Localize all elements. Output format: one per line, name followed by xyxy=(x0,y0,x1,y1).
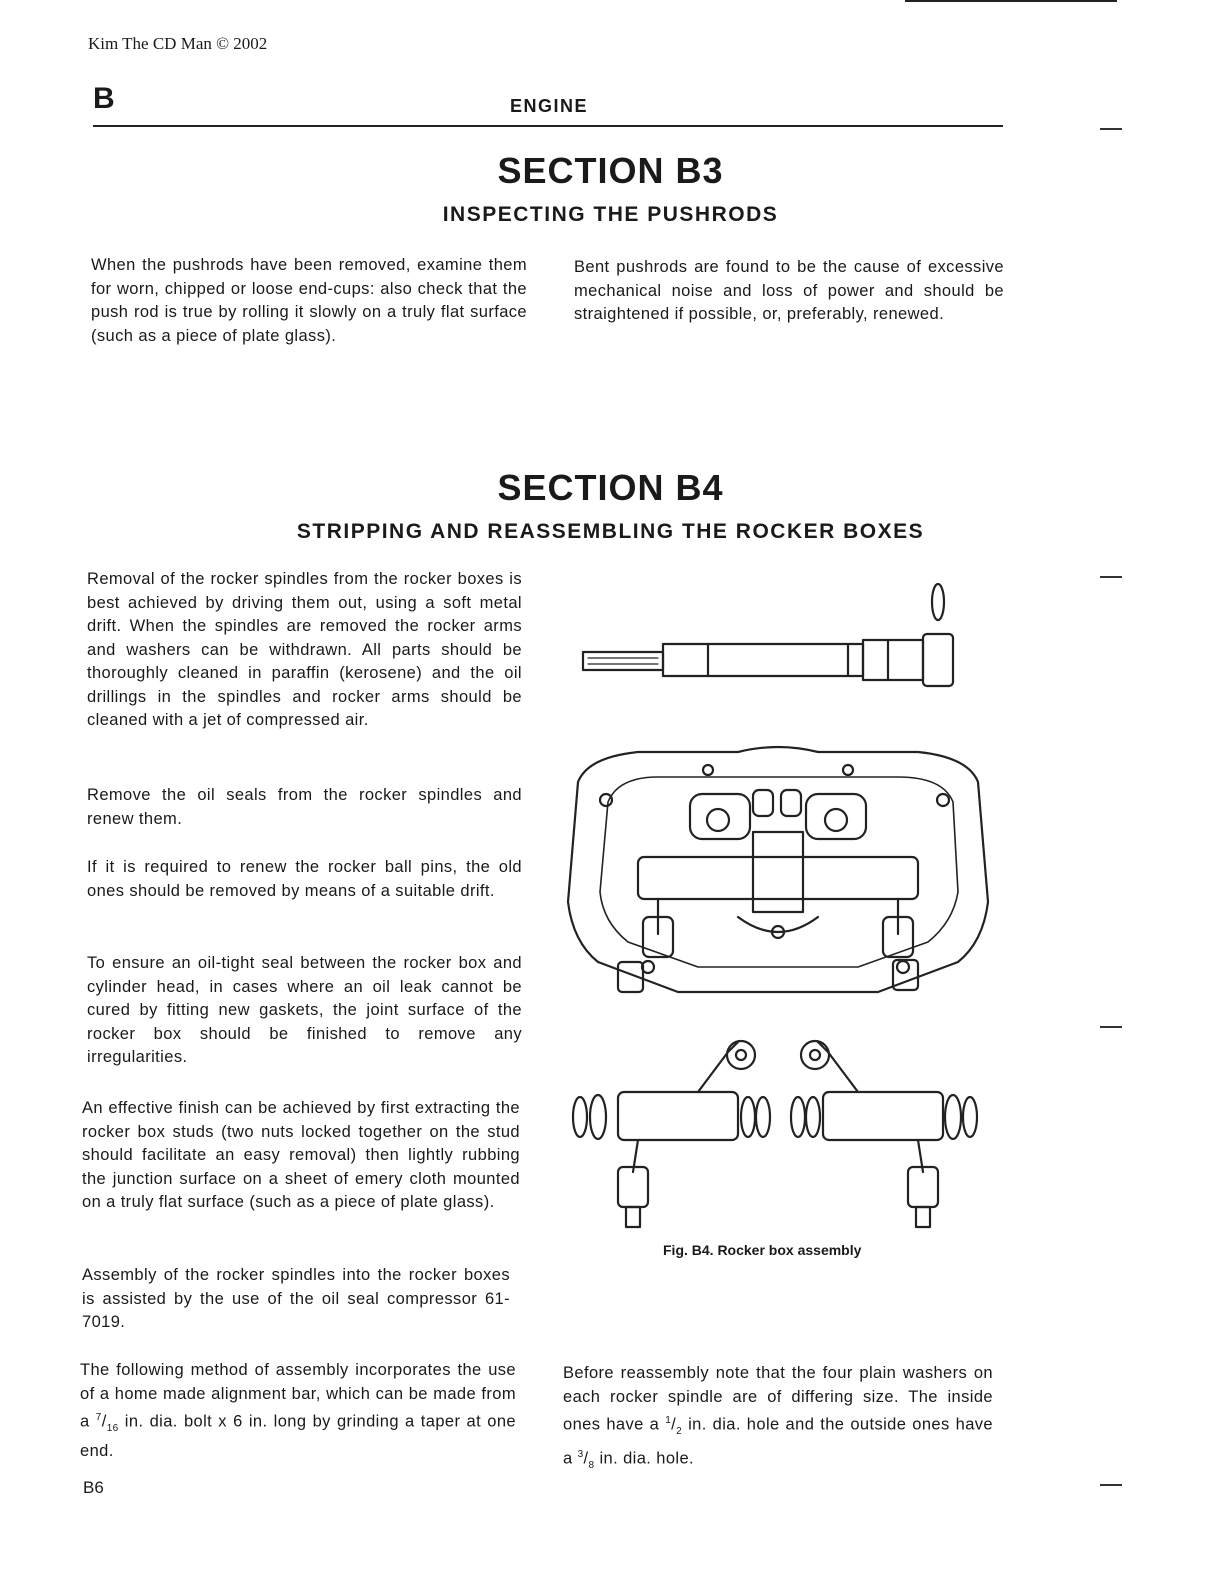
rocker-arms-illustration xyxy=(573,1041,977,1227)
section-b4-subtitle: STRIPPING AND REASSEMBLING THE ROCKER BOXES xyxy=(296,520,925,543)
b4-paragraph-oil-seals: Remove the oil seals from the rocker spindles and renew them. xyxy=(87,786,522,828)
header-rule xyxy=(93,125,1003,127)
fraction-denominator: 16 xyxy=(106,1422,119,1434)
margin-tick xyxy=(1100,576,1122,578)
fraction-numerator: 7 xyxy=(95,1412,102,1423)
rocker-spindle-illustration xyxy=(583,584,953,686)
section-b3-title: SECTION B3 xyxy=(497,150,724,191)
chapter-title: ENGINE xyxy=(510,96,589,116)
b3-left-paragraph: When the pushrods have been removed, examine them for worn, chipped or loose end-cups: also check that the push rod is true by rolling it slowly on a truly flat surface (such as a piece of plate glass). xyxy=(91,256,527,345)
b4-paragraph-oil-tight: To ensure an oil-tight seal between the rocker box and cylinder head, in cases where an oil leak cannot be cured by fitting new gaskets, the joint surface of the rocker box should be finished to remove any irregularities. xyxy=(87,954,522,1066)
margin-tick xyxy=(1100,1484,1122,1486)
section-b4-title: SECTION B4 xyxy=(497,467,724,508)
margin-tick xyxy=(1100,1026,1122,1028)
chapter-letter: B xyxy=(93,82,115,115)
figure-caption: Fig. B4. Rocker box assembly xyxy=(663,1242,862,1258)
fraction-denominator: 8 xyxy=(588,1460,595,1472)
page-number: B6 xyxy=(83,1478,104,1497)
b4-paragraph-alignment-bar: The following method of assembly incorporates the use of a home made alignment bar, which can be made from a $^7/_{16}$ in. dia. bolt x 6 in. long by grinding a taper at one end. xyxy=(80,1361,517,1461)
copyright-notice: Kim The CD Man © 2002 xyxy=(88,34,268,53)
b4-paragraph-washers: Before reassembly note that the four plain washers on each rocker spindle are of differing size. The inside ones have a $^1/_2$ in. dia. hole and the outside ones have a $^3/_8$ in. dia. hole. xyxy=(563,1364,993,1472)
b3-right-paragraph: Bent pushrods are found to be the cause of excessive mechanical noise and loss of power and should be straightened if possible, or, preferably, renewed. xyxy=(574,258,1004,323)
b4-paragraph-finish: An effective finish can be achieved by first extracting the rocker box studs (two nuts locked together on the stud should facilitate an easy removal) then lightly rubbing the junction surface on a sheet of emery cloth mounted on a truly flat surface (such as a piece of plate glass). xyxy=(82,1099,520,1211)
fraction-denominator: 2 xyxy=(676,1425,683,1437)
top-edge-rule xyxy=(905,0,1117,2)
rocker-box-casting-illustration xyxy=(568,747,988,992)
b4-paragraph-removal: Removal of the rocker spindles from the rocker boxes is best achieved by driving them out, using a soft metal drift. When the spindles are removed the rocker arms and washers can be withdrawn. All parts should be thoroughly cleaned in paraffin (kerosene) and the oil drillings in the spindles and rocker arms should be cleaned with a jet of compressed air. xyxy=(87,570,522,729)
margin-tick xyxy=(1100,128,1122,130)
rocker-box-assembly-figure xyxy=(558,572,998,1237)
section-b3-subtitle: INSPECTING THE PUSHRODS xyxy=(442,203,779,226)
b4-paragraph-compressor: Assembly of the rocker spindles into the rocker boxes is assisted by the use of the oil seal compressor 61-7019. xyxy=(82,1266,510,1331)
b4-paragraph-ball-pins: If it is required to renew the rocker ball pins, the old ones should be removed by means of a suitable drift. xyxy=(87,858,522,900)
fraction-numerator: 3 xyxy=(577,1449,584,1461)
fraction-numerator: 1 xyxy=(665,1415,672,1426)
